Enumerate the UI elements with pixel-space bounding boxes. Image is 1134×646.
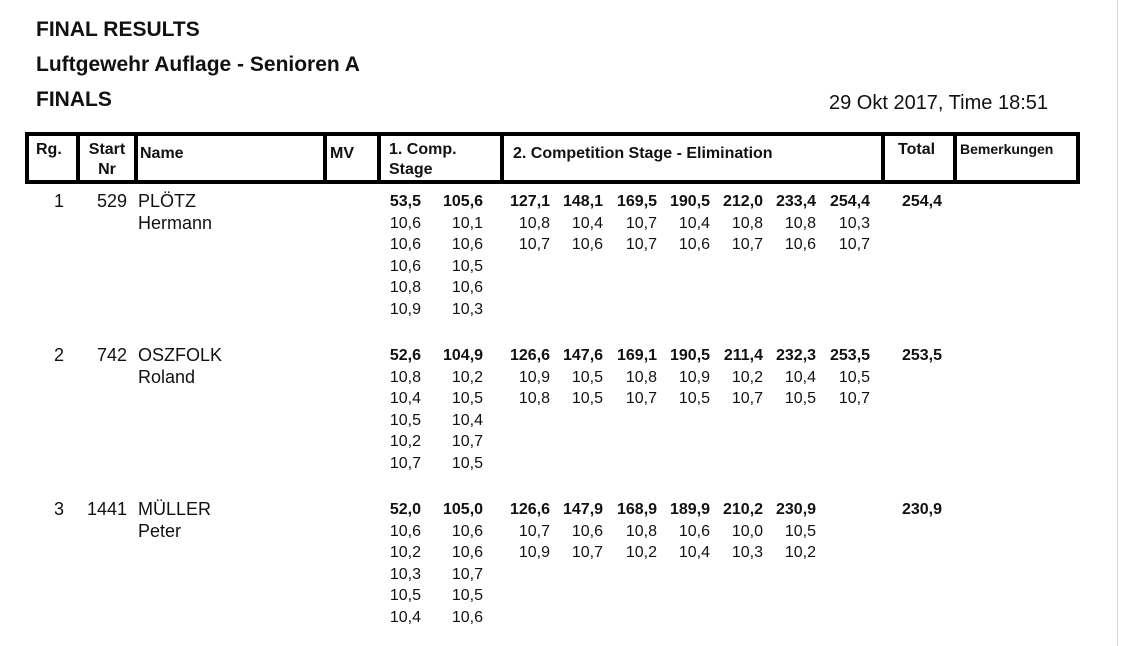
stage2-shot: 10,8	[625, 368, 657, 386]
header-remarks: Bemerkungen	[960, 141, 1054, 157]
stage2-total: 210,2	[723, 501, 764, 518]
date-time: 29 Okt 2017, Time 18:51	[828, 92, 1048, 114]
stage2-total: 190,5	[670, 193, 711, 210]
stage2-shot: 10,6	[571, 236, 603, 253]
stage1-total: 52,6	[389, 347, 421, 364]
stage2-shot: 10,8	[518, 390, 550, 407]
stage2-shot: 10,7	[838, 390, 870, 407]
stage2-shot: 10,7	[625, 390, 657, 407]
stage2-shot: 10,7	[731, 236, 763, 253]
stage1-shot: 10,2	[451, 368, 483, 386]
stage1-shot: 10,2	[389, 544, 421, 561]
stage2-shot: 10,9	[518, 368, 550, 386]
col-divider	[500, 136, 504, 180]
stage2-shot: 10,7	[625, 236, 657, 253]
stage1-shot: 10,2	[389, 433, 421, 450]
stage2-total: 189,9	[670, 501, 711, 518]
col-divider	[323, 136, 327, 180]
athlete-first-name: Hermann	[138, 213, 213, 233]
stage2-shot: 10,7	[518, 236, 550, 253]
stage2-total: 212,0	[723, 193, 764, 210]
table-header	[25, 132, 1080, 184]
stage1-shot: 10,5	[451, 257, 483, 275]
stage2-shot: 10,8	[784, 214, 816, 232]
stage2-shot: 10,4	[571, 214, 603, 232]
stage2-shot: 10,2	[731, 368, 763, 386]
header-total: Total	[898, 141, 936, 158]
stage2-total: 126,6	[510, 501, 551, 518]
stage2-shot: 10,6	[678, 522, 710, 540]
athlete-last-name: OSZFOLK	[138, 345, 223, 365]
col-divider	[377, 136, 381, 180]
stage1-shot: 10,6	[389, 236, 421, 253]
rank: 2	[54, 345, 65, 365]
stage1-shot: 10,1	[451, 214, 483, 232]
stage1-total: 105,0	[443, 501, 484, 518]
stage1-shot: 10,4	[389, 608, 421, 626]
stage1-shot: 10,3	[389, 565, 421, 583]
stage2-shot: 10,7	[731, 390, 763, 407]
stage1-shot: 10,9	[389, 300, 421, 318]
stage1-total: 53,5	[389, 193, 421, 210]
header-start-nr: Nr	[98, 161, 116, 178]
stage2-shot: 10,7	[838, 236, 870, 253]
stage1-total: 105,6	[443, 193, 484, 210]
stage1-shot: 10,6	[451, 236, 483, 253]
stage1-shot: 10,6	[451, 279, 483, 296]
stage2-total: 230,9	[776, 501, 817, 518]
stage1-shot: 10,5	[389, 411, 421, 429]
stage1-shot: 10,3	[451, 300, 483, 318]
stage1-shot: 10,7	[451, 565, 483, 583]
stage1-shot: 10,7	[389, 454, 421, 472]
stage1-shot: 10,5	[451, 390, 483, 407]
stage1-shot: 10,6	[451, 608, 483, 626]
header-comp2: 2. Competition Stage - Elimination	[513, 145, 773, 162]
stage2-total: 147,6	[563, 347, 604, 364]
col-divider	[134, 136, 138, 180]
rank: 3	[54, 499, 65, 519]
stage2-shot: 10,5	[571, 390, 603, 407]
stage2-total: 147,9	[563, 501, 604, 518]
stage2-shot: 10,8	[625, 522, 657, 540]
stage2-shot: 10,3	[731, 544, 763, 561]
stage1-shot: 10,5	[389, 587, 421, 604]
stage2-total: 148,1	[563, 193, 604, 210]
stage2-shot: 10,6	[571, 522, 603, 540]
stage2-shot: 10,7	[571, 544, 603, 561]
start-number: 1441	[86, 499, 127, 519]
stage2-total: 253,5	[830, 347, 871, 364]
athlete-first-name: Peter	[138, 521, 182, 541]
stage1-shot: 10,8	[389, 279, 421, 296]
header-comp1-stage: Stage	[389, 161, 433, 178]
stage2-total: 233,4	[776, 193, 817, 210]
athlete-first-name: Roland	[138, 367, 196, 387]
stage1-shot: 10,6	[451, 544, 483, 561]
stage1-shot: 10,6	[389, 214, 421, 232]
stage2-shot: 10,5	[571, 368, 603, 386]
stage1-total: 104,9	[443, 347, 484, 364]
stage1-shot: 10,6	[451, 522, 483, 540]
stage2-total: 168,9	[617, 501, 658, 518]
col-divider	[953, 136, 957, 180]
header-name: Name	[140, 145, 184, 162]
stage2-shot: 10,8	[518, 214, 550, 232]
stage2-shot: 10,5	[784, 390, 816, 407]
event-title: Luftgewehr Auflage - Senioren A	[36, 53, 360, 76]
athlete-last-name: PLÖTZ	[138, 191, 197, 211]
stage2-total: 190,5	[670, 347, 711, 364]
stage2-shot: 10,0	[731, 522, 763, 540]
stage2-shot: 10,2	[625, 544, 657, 561]
stage2-shot: 10,6	[678, 236, 710, 253]
header-mv: MV	[330, 145, 354, 162]
stage2-shot: 10,4	[678, 214, 710, 232]
stage1-shot: 10,5	[451, 454, 483, 472]
stage1-shot: 10,4	[389, 390, 421, 407]
stage2-shot: 10,9	[518, 544, 550, 561]
total-score: 254,4	[901, 193, 942, 210]
stage2-shot: 10,4	[784, 368, 816, 386]
document-title: FINAL RESULTS	[36, 18, 200, 41]
stage1-shot: 10,7	[451, 433, 483, 450]
stage2-shot: 10,9	[678, 368, 710, 386]
stage2-shot: 10,5	[678, 390, 710, 407]
start-number: 529	[96, 191, 127, 211]
stage2-shot: 10,2	[784, 544, 816, 561]
header-rank: Rg.	[36, 141, 62, 158]
stage2-total: 211,4	[723, 347, 763, 364]
stage2-total: 169,1	[617, 347, 658, 364]
total-score: 253,5	[901, 347, 942, 364]
stage2-shot: 10,7	[625, 214, 657, 232]
stage2-total: 169,5	[617, 193, 658, 210]
stage1-shot: 10,8	[389, 368, 421, 386]
stage1-shot: 10,4	[451, 411, 483, 429]
total-score: 230,9	[901, 501, 942, 518]
stage2-shot: 10,7	[518, 522, 550, 540]
stage2-shot: 10,5	[838, 368, 870, 386]
stage2-total: 232,3	[776, 347, 817, 364]
stage-title: FINALS	[36, 88, 112, 111]
stage2-shot: 10,6	[784, 236, 816, 253]
stage1-shot: 10,5	[451, 587, 483, 604]
start-number: 742	[96, 345, 127, 365]
stage1-total: 52,0	[389, 501, 421, 518]
col-divider	[76, 136, 80, 180]
stage2-shot: 10,8	[731, 214, 763, 232]
col-divider	[881, 136, 885, 180]
header-start: Start	[88, 141, 126, 158]
stage1-shot: 10,6	[389, 257, 421, 275]
stage2-total: 126,6	[510, 347, 551, 364]
stage1-shot: 10,6	[389, 522, 421, 540]
header-comp1: 1. Comp.	[389, 141, 457, 158]
rank: 1	[54, 191, 65, 211]
page-edge	[1117, 0, 1118, 646]
stage2-shot: 10,3	[838, 214, 870, 232]
stage2-shot: 10,5	[784, 522, 816, 540]
stage2-shot: 10,4	[678, 544, 710, 561]
stage2-total: 254,4	[830, 193, 871, 210]
athlete-last-name: MÜLLER	[138, 499, 212, 519]
stage2-total: 127,1	[510, 193, 551, 210]
